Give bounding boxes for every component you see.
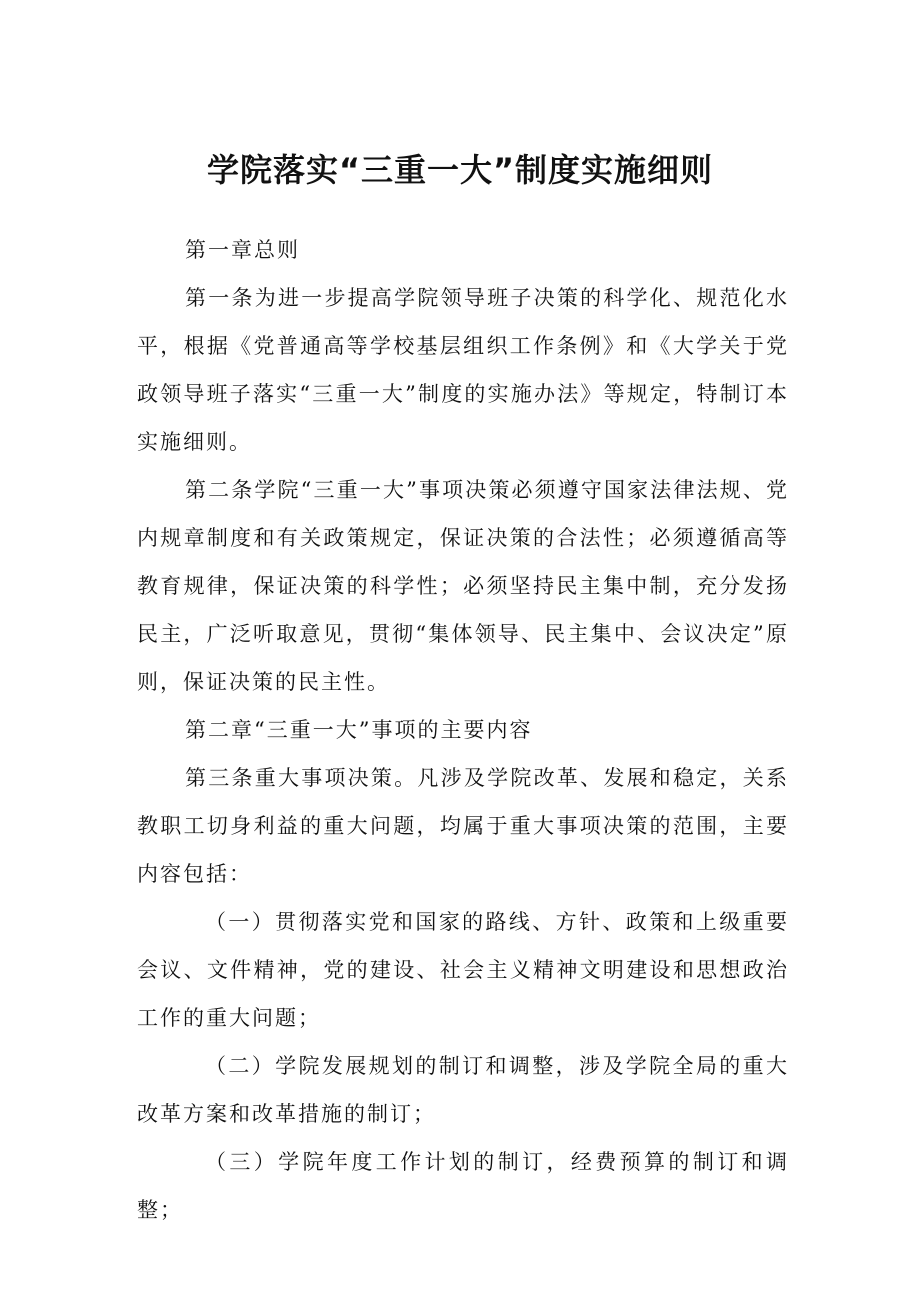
article-paragraph: 第二条学院“三重一大”事项决策必须遵守国家法律法规、党内规章制度和有关政策规定，保证决策的合法性；必须遵循高等教育规律，保证决策的科学性；必须坚持民主集中制，充分发扬民主，广泛听取意见，贯彻“集体领导、民主集中、会议决定”原则，保证决策的民主性。 <box>137 478 789 694</box>
article-paragraph: 第三条重大事项决策。凡涉及学院改革、发展和稳定，关系教职工切身利益的重大问题，均属于重大事项决策的范围，主要内容包括： <box>137 766 789 886</box>
list-item: （三）学院年度工作计划的制订，经费预算的制订和调整； <box>137 1150 789 1222</box>
list-item: （二）学院发展规划的制订和调整，涉及学院全局的重大改革方案和改革措施的制订； <box>137 1054 789 1126</box>
document-title: 学院落实“三重一大”制度实施细则 <box>206 151 714 189</box>
list-item: （一）贯彻落实党和国家的路线、方针、政策和上级重要会议、文件精神，党的建设、社会主义精神文明建设和思想政治工作的重大问题； <box>137 910 789 1030</box>
chapter-heading: 第二章“三重一大”事项的主要内容 <box>185 718 533 742</box>
document-body <box>137 226 789 1234</box>
article-paragraph: 第一条为进一步提高学院领导班子决策的科学化、规范化水平，根据《党普通高等学校基层组织工作条例》和《大学关于党政领导班子落实“三重一大”制度的实施办法》等规定，特制订本实施细则。 <box>137 286 789 454</box>
chapter-heading: 第一章总则 <box>185 238 300 262</box>
